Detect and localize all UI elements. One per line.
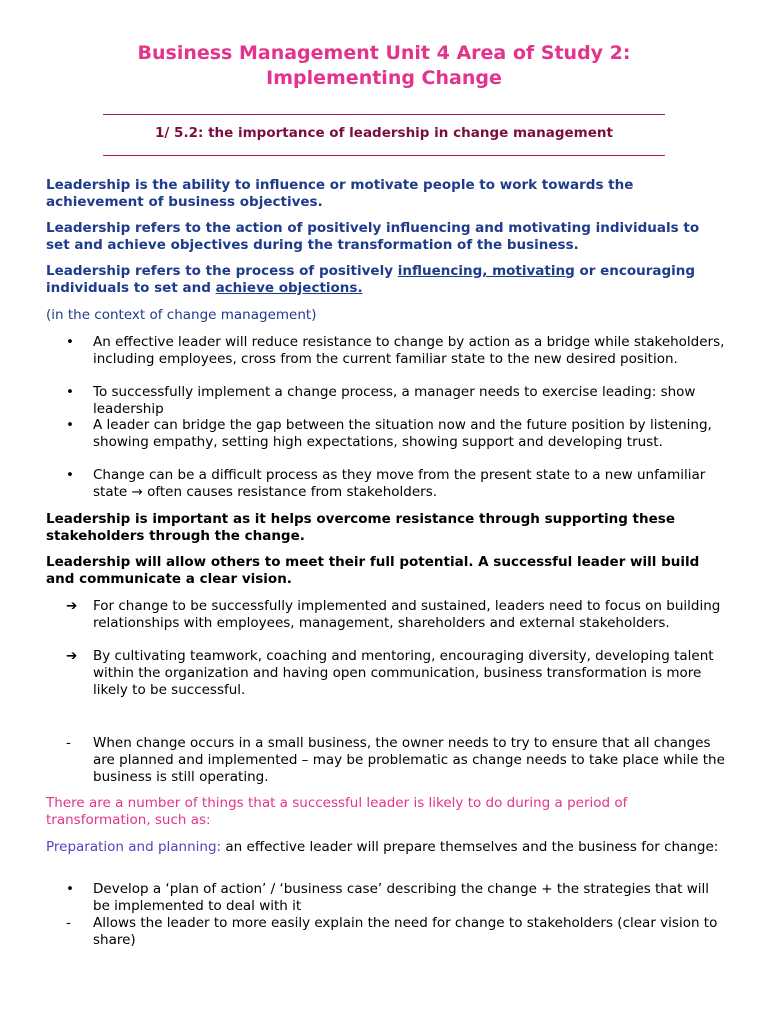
definition-3-underline-2: achieve objections.: [215, 279, 363, 296]
list-item: [46, 648, 726, 698]
preparation-paragraph: [46, 839, 726, 856]
list-item-text: Allows the leader to more easily explain the need for change to stakeholders (clear vision to share): [93, 915, 718, 948]
list-item-text: By cultivating teamwork, coaching and mentoring, encouraging diversity, developing talent within the organization and having open communication, business transformation is more likely to be successful.: [93, 648, 714, 698]
preparation-label: Preparation and planning:: [46, 839, 222, 855]
list-item-text: An effective leader will reduce resistance to change by action as a bridge while stakeholders, including employees, cross from the current familiar state to the new desired position.: [93, 334, 725, 367]
section-subtitle: 1/ 5.2: the importance of leadership in change management: [155, 125, 613, 141]
dash-marker: -: [66, 735, 71, 751]
title-line-2: Implementing Change: [266, 67, 502, 89]
context-note: (in the context of change management): [46, 307, 317, 323]
arrow-marker: ➔: [66, 598, 78, 614]
list-item: [46, 735, 726, 785]
list-item-text: For change to be successfully implemented and sustained, leaders need to focus on building relationships with employees, management, shareholders and external stakeholders.: [93, 598, 721, 631]
list-item: [46, 334, 726, 368]
list-item: [46, 384, 726, 418]
list-item: [46, 417, 726, 451]
bullet-marker: •: [66, 881, 74, 897]
bottom-divider: [103, 155, 665, 156]
definition-2: Leadership refers to the action of positively influencing and motivating individuals to set and achieve objectives during the transformation of the business.: [46, 220, 700, 253]
arrow-marker: ➔: [66, 648, 78, 664]
key-point-1: Leadership is important as it helps overcome resistance through supporting these stakeholders through the change.: [46, 511, 675, 544]
definition-3: [46, 263, 726, 297]
list-item-text: When change occurs in a small business, the owner needs to try to ensure that all changes are planned and implemented – may be problematic as change needs to take place while the business is still operating.: [93, 735, 725, 785]
list-item-text: Change can be a difficult process as they move from the present state to a new unfamiliar state → often causes resistance from stakeholders.: [93, 467, 706, 500]
list-item-text: A leader can bridge the gap between the situation now and the future position by listening, showing empathy, setting high expectations, showing support and developing trust.: [93, 417, 712, 450]
key-point-2: Leadership will allow others to meet their full potential. A successful leader will build and communicate a clear vision.: [46, 554, 700, 587]
page-title: [0, 41, 768, 91]
definition-3-underline-1: influencing, motivating: [397, 263, 575, 279]
bullet-marker: •: [66, 417, 74, 433]
list-item: [46, 598, 726, 632]
list-item: [46, 467, 726, 501]
bullet-marker: •: [66, 384, 74, 400]
list-item: [46, 881, 726, 915]
transformation-intro: There are a number of things that a successful leader is likely to do during a period of transformation, such as:: [46, 795, 628, 828]
top-divider: [103, 114, 665, 115]
definition-3-part-c: or encouraging individuals to set and: [46, 263, 696, 296]
definition-3-part-a: Leadership refers to the process of positively: [46, 263, 398, 279]
list-item-text: Develop a ‘plan of action’ / ‘business case’ describing the change + the strategies that will be implemented to deal with it: [93, 881, 710, 914]
preparation-text: an effective leader will prepare themselves and the business for change:: [221, 839, 719, 855]
bullet-marker: •: [66, 467, 74, 483]
definition-1: Leadership is the ability to influence or motivate people to work towards the achievement of business objectives.: [46, 177, 634, 210]
list-item-text: To successfully implement a change process, a manager needs to exercise leading: show leadership: [93, 384, 696, 417]
title-line-1: Business Management Unit 4 Area of Study 2:: [137, 42, 631, 64]
bullet-marker: •: [66, 334, 74, 350]
dash-marker: -: [66, 915, 71, 931]
list-item: [46, 915, 726, 949]
